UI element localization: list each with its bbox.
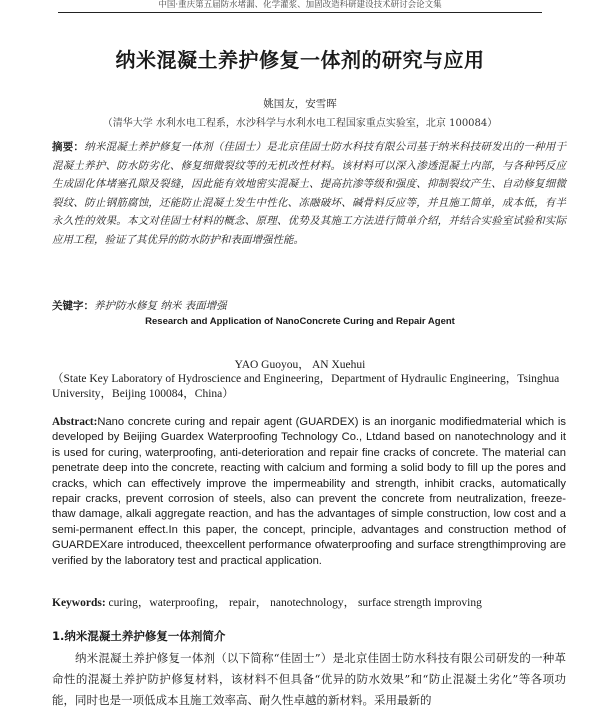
section-heading: 1.纳米混凝土养护修复一体剂简介	[52, 629, 226, 643]
abstract-en-text: Nano concrete curing and repair agent (GUARDEX) is an inorganic modifiedmaterial which is developed by Beijing Guardex Waterproofing Technology Co., Ltdand based on nanotechnology and it is used for curing, waterproofing, anti-deterioration and repair fine cracks of concrete. The material can penetrate deep into the concrete, reacting with calcium and forming a solid body to fill up the pores and cracks, which can effectively improve the impermeability and strength, inhibit cracks, automatically repair cracks, prevent corrosion of steels, also can prevent the concrete from neutralization, freeze-thaw damage, alkali aggregate reaction, and has the advantages of simple construction, low cost and a semi-permanent effect.In this paper, the concept, principle, advantages and construction method of GUARDEXare introduced, theexcellent performance ofwaterproofing and surface strengthimproving are verified by the laboratory test and practical application.	[52, 416, 566, 567]
authors-en: YAO Guoyou， AN Xuehui	[234, 359, 366, 371]
paper-title: 纳米混凝土养护修复一体剂的研究与应用	[115, 48, 485, 72]
affiliation-cn: （清华大学 水利水电工程系，水沙科学与水利水电工程国家重点实验室，北京 100084）	[102, 118, 498, 129]
keywords-en-label: Keywords:	[52, 597, 106, 609]
abstract-cn-label: 摘要：	[52, 141, 85, 153]
body-paragraph: 纳米混凝土养护修复一体剂（以下简称“佳固士”）是北京佳固士防水科技有限公司研发的一种革命性的混凝土养护防护修复材料，该材料不但具备“优异的防水效果”和“防止混凝土劣化”等各项功能，同时也是一项低成本且施工效率高、耐久性卓越的新材料。采用最新的	[52, 651, 566, 707]
abstract-en-label: Abstract:	[52, 416, 98, 428]
abstract-cn	[52, 138, 566, 250]
authors-cn: 姚国友，安雪晖	[263, 98, 337, 110]
keywords-cn-label: 关键字：	[52, 300, 94, 312]
keywords-en	[52, 594, 566, 610]
affiliation-en: （State Key Laboratory of Hydroscience and Engineering，Department of Hydraulic Engineering，Tsinghua University，Beijing 100084，China）	[52, 373, 560, 400]
keywords-cn-text: 养护防水修复 纳米 表面增强	[94, 300, 227, 312]
abstract-cn-text: 纳米混凝土养护修复一体剂（佳固士）是北京佳固士防水科技有限公司基于纳米科技研发出的一种用于混凝土养护、防水防劣化、修复细微裂纹等的无机改性材料。该材料可以深入渗透混凝土内部，与各种钙反应生成固化体堵塞孔隙及裂缝，因此能有效地密实混凝土、提高抗渗等级和强度、抑制裂纹产生、自动修复细微裂纹、防止钢筋腐蚀，还能防止混凝土发生中性化、冻融破坏、碱骨料反应等，并且施工简单，成本低，有半永久性的效果。本文对佳固士材料的概念、原理、优势及其施工方法进行简单介绍，并结合实验室试验和实际应用工程，验证了其优异的防水防护和表面增强性能。	[52, 141, 567, 246]
header-rule	[58, 12, 542, 13]
abstract-en	[52, 415, 566, 569]
keywords-en-text: curing，waterproofing， repair， nanotechnology， surface strength improving	[105, 597, 482, 609]
running-head: 中国·重庆第五届防水堵漏、化学灌浆、加固改造科研建设技术研讨会论文集	[158, 0, 442, 10]
paper-title-en: Research and Application of NanoConcrete Curing and Repair Agent	[145, 316, 455, 327]
keywords-cn	[52, 298, 566, 313]
